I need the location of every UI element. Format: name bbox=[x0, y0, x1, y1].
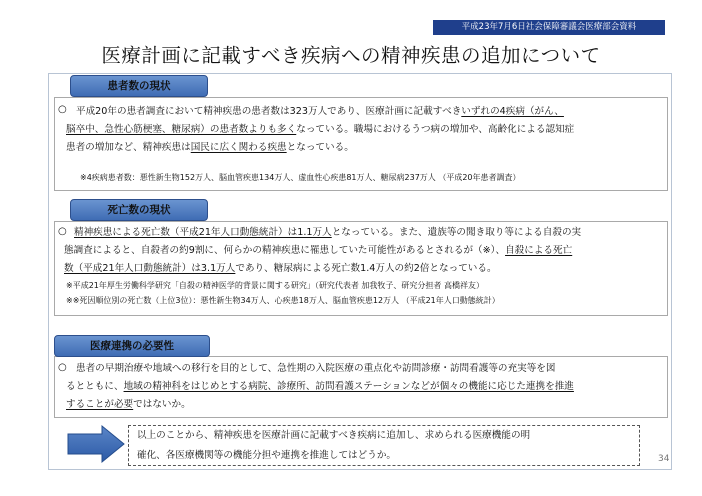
meeting-source-tag: 平成23年7月6日社会保障審議会医療部会資料 bbox=[433, 20, 665, 35]
footnote: ※4疾病患者数：悪性新生物152万人、脳血管疾患134万人、虚血性心疾患81万人、糖尿病237万人 （平成20年患者調査） bbox=[80, 173, 521, 182]
coordination-paragraph bbox=[66, 360, 574, 414]
section-label-patient-count: 患者数の現状 bbox=[70, 75, 208, 97]
bullet-circle: ○ bbox=[58, 362, 67, 373]
mortality-paragraph bbox=[64, 224, 582, 278]
slide-title: 医療計画に記載すべき疾病への精神疾患の追加について bbox=[101, 44, 601, 67]
paragraph-line: 平成20年の患者調査において精神疾患の患者数は323万人であり、医療計画に記載すべきいずれの4疾病（がん、 bbox=[76, 106, 564, 117]
conclusion-line: 確化、各医療機関等の機能分担や連携を推進してはどうか。 bbox=[137, 450, 397, 461]
paragraph-line: 態調査によると、自殺者の約9割に、何らかの精神疾患に罹患していた可能性があるとされるが（※）、自殺による死亡 bbox=[64, 245, 573, 256]
bullet-circle: ○ bbox=[58, 226, 67, 237]
paragraph-line: 数（平成21年人口動態統計）は3.1万人であり、糖尿病による死亡数1.4万人の約2倍となっている。 bbox=[64, 263, 497, 274]
section-label-mortality: 死亡数の現状 bbox=[70, 199, 208, 221]
paragraph-line: 精神疾患による死亡数（平成21年人口動態統計）は1.1万人となっている。また、遺族等の聞き取り等による自殺の実 bbox=[74, 227, 582, 238]
paragraph-line: 脳卒中、急性心筋梗塞、糖尿病）の患者数よりも多くなっている。職場におけるうつ病の増加や、高齢化による認知症 bbox=[66, 124, 575, 135]
paragraph-line: るとともに、地域の精神科をはじめとする病院、診療所、訪問看護ステーションなどが個々の機能に応じた連携を推進 bbox=[66, 381, 574, 392]
page-number: 34 bbox=[658, 454, 670, 464]
paragraph-line: することが必要ではないか。 bbox=[66, 399, 191, 410]
paragraph-line: 患者の早期治療や地域への移行を目的として、急性期の入院医療の重点化や訪問診療・訪問看護等の充実等を図 bbox=[76, 363, 556, 374]
conclusion-box bbox=[128, 425, 640, 466]
footnote: ※※死因順位別の死亡数（上位3位）：悪性新生物34万人、心疾患18万人、脳血管疾患12万人 （平成21年人口動態統計） bbox=[66, 296, 500, 305]
patient-count-paragraph bbox=[66, 103, 575, 157]
footnote: ※平成21年厚生労働科学研究「自殺の精神医学的背景に関する研究」（研究代表者 加我牧子、研究分担者 高橋祥友） bbox=[66, 281, 484, 290]
right-arrow-icon bbox=[66, 424, 126, 464]
paragraph-line: 患者の増加など、精神疾患は国民に広く関わる疾患となっている。 bbox=[66, 142, 354, 153]
bullet-circle: ○ bbox=[58, 104, 67, 115]
section-label-coordination: 医療連携の必要性 bbox=[54, 335, 210, 357]
conclusion-line: 以上のことから、精神疾患を医療計画に記載すべき疾病に追加し、求められる医療機能の明 bbox=[137, 430, 531, 441]
